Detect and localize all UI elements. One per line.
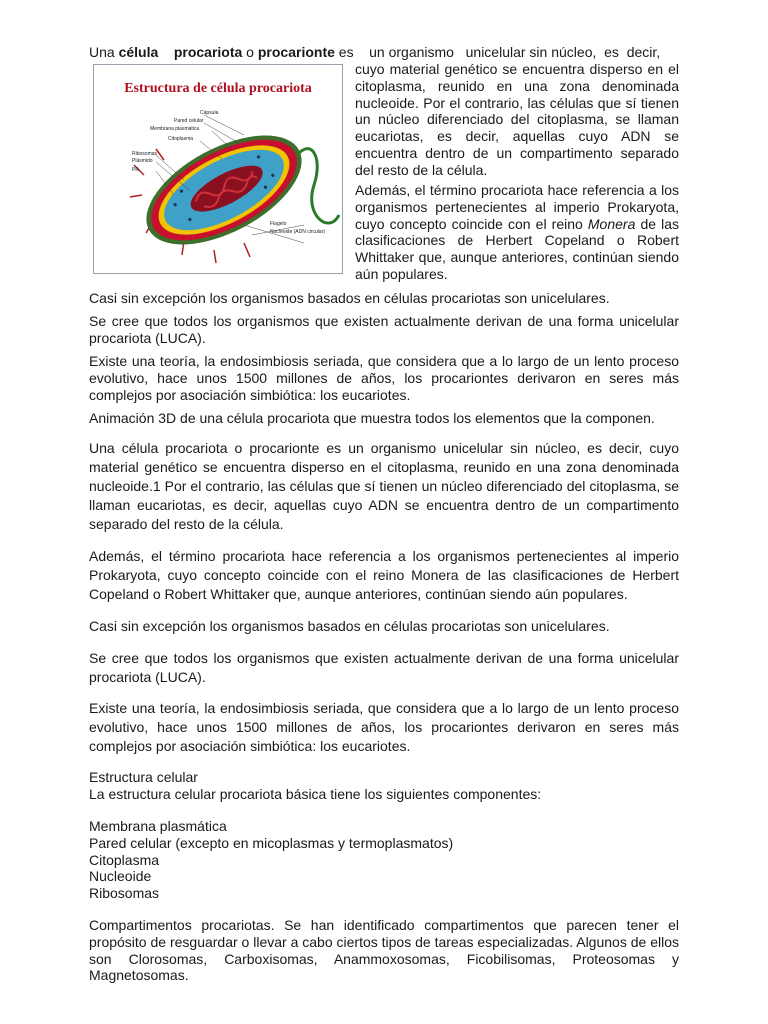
structure-heading: Estructura celular	[89, 769, 198, 785]
paragraph-6: Además, el término procariota hace referencia a los organismos pertenecientes al imperio Prokaryota, cuyo concepto coincide con el reino Monera de las clasificaciones de Herbert Copeland o Robert Whittaker que, aunque anteriores, continúan siendo aún populares.	[89, 548, 679, 602]
paragraph-2: Se cree que todos los organismos que existen actualmente derivan de una forma unicelular procariota (LUCA).	[89, 313, 679, 346]
list-item: Membrana plasmática	[89, 818, 227, 834]
paragraph-7: Casi sin excepción los organismos basados en células procariotas son unicelulares.	[89, 618, 610, 634]
term-monera: Monera	[587, 215, 636, 232]
label-pared-celular: Pared celular	[174, 118, 204, 124]
label-membrana: Membrana plasmática	[150, 126, 200, 132]
label-capsula: Cápsula	[200, 110, 219, 116]
monera-paragraph	[355, 182, 679, 283]
label-flagelo: Flagelo	[270, 221, 287, 227]
label-citoplasma: Citoplasma	[168, 136, 194, 142]
prokaryote-cell-illustration	[94, 65, 342, 273]
monera-text-a: Además, el término procariota hace referencia a los organismos pertenecientes al imperio Prokaryota, cuyo concepto coincide con el reino	[355, 182, 679, 232]
list-item: Citoplasma	[89, 851, 160, 868]
paragraph-8: Se cree que todos los organismos que existen actualmente derivan de una forma unicelular procariota (LUCA).	[89, 650, 679, 685]
term-celula-procariota: célula procariota	[118, 44, 243, 60]
paragraph-4: Animación 3D de una célula procariota que muestra todos los elementos que la componen.	[89, 410, 655, 426]
paragraph-3: Existe una teoría, la endosimbiosis seriada, que considera que a lo largo de un lento proceso evolutivo, hace unos 1500 millones de años, los procariontes derivaron en seres más complejos por asociación simbiótica: los eucariotes.	[89, 353, 679, 403]
structure-list	[89, 818, 679, 902]
label-plasmido: Plásmido	[132, 158, 153, 164]
paragraph-9: Existe una teoría, la endosimbiosis seriada, que considera que a lo largo de un lento proceso evolutivo, hace unos 1500 millones de años, los procariontes derivaron en seres más complejos por asociación simbiótica: los eucariotes.	[89, 700, 679, 754]
compartments-paragraph: Compartimentos procariotas. Se han identificado compartimentos que parecen tener el propósito de resguardar o llevar a cabo ciertos tipos de tareas especializadas. Algunos de ellos son Clorosomas, Carboxisomas, Anammoxosomas, Ficobilisomas, Proteosomas y Magnetosomas.	[89, 917, 679, 984]
list-item: Pared celular (excepto en micoplasmas y termoplasmatos)	[89, 834, 454, 851]
paragraph-5: Una célula procariota o procarionte es un organismo unicelular sin núcleo, es decir, cuyo material genético se encuentra disperso en el citoplasma, reunido en una zona denominada nucleoide.1 Por el contrario, las células que sí tienen un núcleo diferenciado del citoplasma, se llaman eucariotas, es decir, aquellas cuyo ADN se encuentra dentro de un compartimento separado del resto de la célula.	[89, 440, 679, 532]
label-pili: Pili	[132, 167, 139, 173]
list-item: Ribosomas	[89, 885, 160, 902]
label-ribosomas: Ribosomas	[132, 151, 158, 157]
intro-text-b: o	[242, 44, 258, 60]
intro-text-a: Una	[89, 44, 119, 60]
intro-wrap-paragraph: cuyo material genético se encuentra disperso en el citoplasma, reunido en una zona denominada nucleoide. Por el contrario, las células que sí tienen un núcleo diferenciado del citoplasma, se llaman eucariotas, es decir, aquellas cuyo ADN se encuentra dentro de un compartimento separado del resto de la célula.	[355, 61, 679, 178]
monera-text-b: de las clasificaciones de Herbert Copeland o Robert Whittaker que, aunque anteriores, continúan siendo aún populares.	[355, 215, 680, 282]
term-procarionte: procarionte	[257, 44, 335, 60]
prokaryote-figure	[93, 64, 343, 274]
figure-title: Estructura de célula procariota	[124, 81, 312, 96]
intro-text-c: es un organismo unicelular sin núcleo, es decir,	[334, 44, 661, 60]
list-item: Nucleoide	[89, 868, 152, 885]
paragraph-1: Casi sin excepción los organismos basados en células procariotas son unicelulares.	[89, 290, 610, 306]
structure-intro: La estructura celular procariota básica tiene los siguientes componentes:	[89, 785, 542, 802]
structure-section	[89, 769, 679, 803]
label-nucleoide: Nucleoide (ADN circular)	[270, 229, 326, 235]
intro-first-line	[89, 44, 679, 61]
